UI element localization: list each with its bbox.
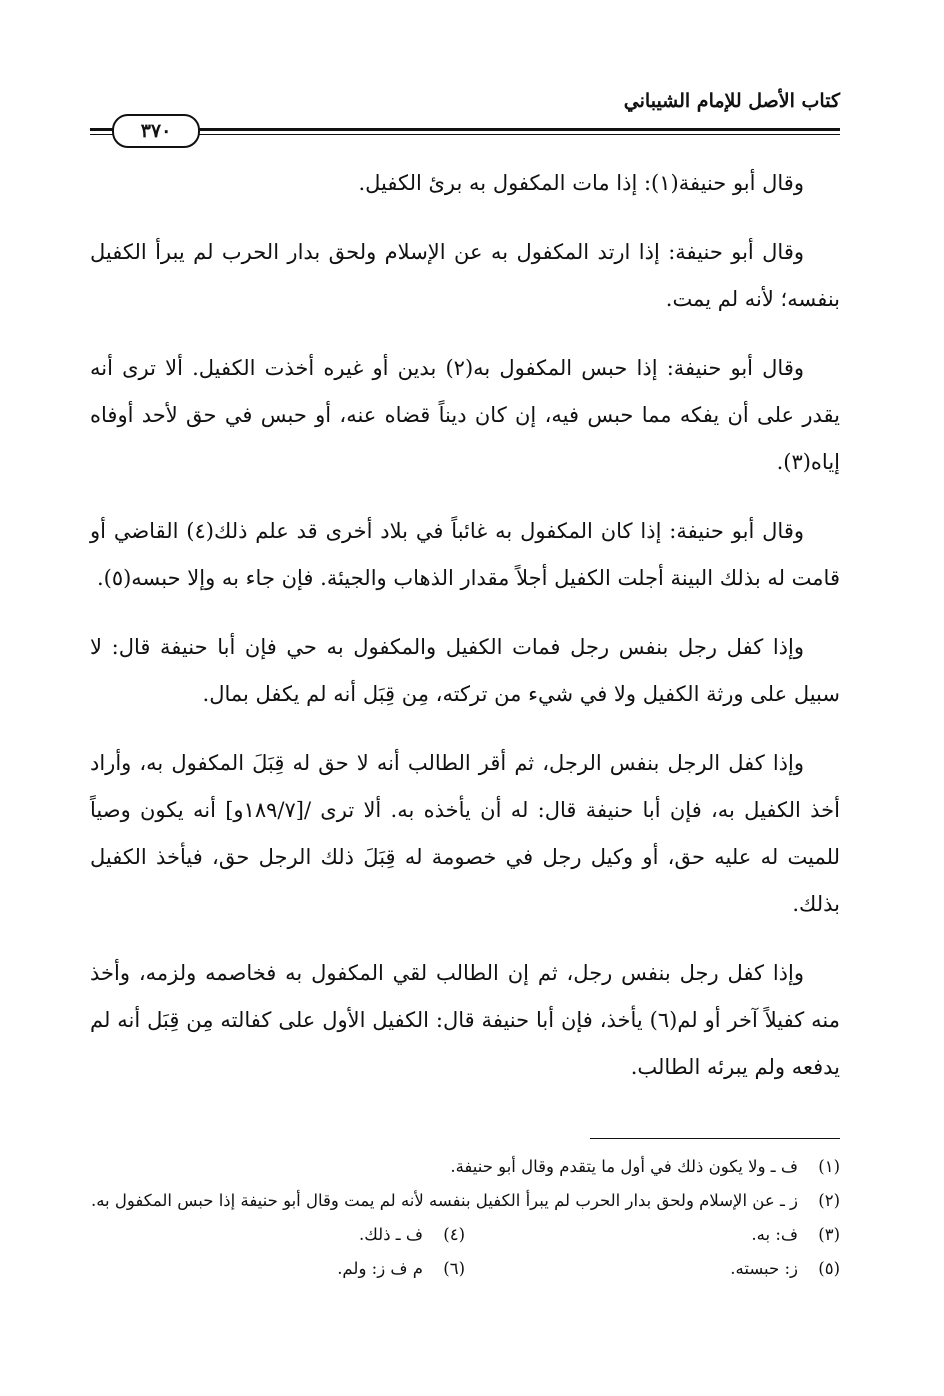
footnote-text: م ف ز: ولم. <box>337 1259 423 1278</box>
footnote-number: (٥) <box>818 1259 840 1278</box>
paragraph: وإذا كفل رجل بنفس رجل، ثم إن الطالب لقي المكفول به فخاصمه ولزمه، وأخذ منه كفيلاً آخر أو لم(٦) يأخذ، فإن أبا حنيفة قال: الكفيل الأول على كفالته مِن قِبَل أنه لم يدفعه ولم يبرئه الطالب. <box>90 961 840 1079</box>
paragraph: وقال أبو حنيفة: إذا ارتد المكفول به عن الإسلام ولحق بدار الحرب لم يبرأ الكفيل بنفسه؛ لأنه لم يمت. <box>90 240 840 311</box>
footnotes <box>90 1150 840 1286</box>
footnote-2 <box>90 1184 840 1218</box>
footnote-number: (٤) <box>443 1225 465 1244</box>
footnote-separator <box>590 1138 840 1139</box>
paragraph: وإذا كفل رجل بنفس رجل فمات الكفيل والمكفول به حي فإن أبا حنيفة قال: لا سبيل على ورثة الكفيل ولا في شيء من تركته، مِن قِبَل أنه لم يكفل بمال. <box>90 635 840 706</box>
footnote-5 <box>465 1252 840 1286</box>
footnote-text: ف ـ ذلك. <box>359 1225 423 1244</box>
footnote-1 <box>90 1150 840 1184</box>
page-number: ٣٧٠ <box>112 114 200 148</box>
paragraph: وقال أبو حنيفة(١): إذا مات المكفول به برئ الكفيل. <box>358 171 804 195</box>
book-title: كتاب الأصل للإمام الشيباني <box>623 90 840 112</box>
footnote-row <box>90 1218 840 1252</box>
footnote-4 <box>90 1218 465 1252</box>
footnote-text: ز ـ عن الإسلام ولحق بدار الحرب لم يبرأ الكفيل بنفسه لأنه لم يمت وقال أبو حنيفة إذا حبس المكفول به. <box>90 1191 798 1210</box>
footnote-number: (٣) <box>818 1225 840 1244</box>
paragraph: وقال أبو حنيفة: إذا كان المكفول به غائباً في بلاد أخرى قد علم ذلك(٤) القاضي أو قامت له بذلك البينة أجلت الكفيل أجلاً مقدار الذهاب والجيئة. فإن جاء به وإلا حبسه(٥). <box>90 519 840 590</box>
footnote-text: ف: به. <box>751 1225 798 1244</box>
footnote-number: (٢) <box>818 1191 840 1210</box>
paragraph: وإذا كفل الرجل بنفس الرجل، ثم أقر الطالب أنه لا حق له قِبَلَ المكفول به، وأراد أخذ الكفيل به، فإن أبا حنيفة قال: له أن يأخذه به. ألا ترى /[١٨٩/٧و] أنه يكون وصياً للميت له عليه حق، أو وكيل رجل في خصومة له قِبَلَ ذلك الرجل حق، فيأخذ الكفيل بذلك. <box>90 751 840 916</box>
footnote-text: ف ـ ولا يكون ذلك في أول ما يتقدم وقال أبو حنيفة. <box>450 1157 798 1176</box>
paragraph: وقال أبو حنيفة: إذا حبس المكفول به(٢) بدين أو غيره أخذت الكفيل. ألا ترى أنه يقدر على أن يفكه مما حبس فيه، إن كان ديناً قضاه عنه، أو حبس في حق لأحد أوفاه إياه(٣). <box>90 356 840 474</box>
footnote-row <box>90 1252 840 1286</box>
footnote-3 <box>465 1218 840 1252</box>
footnote-6 <box>90 1252 465 1286</box>
footnote-number: (٦) <box>443 1259 465 1278</box>
page-header <box>90 84 840 154</box>
footnote-text: ز: حبسته. <box>730 1259 798 1278</box>
main-text <box>90 160 840 1113</box>
footnote-number: (١) <box>818 1157 840 1176</box>
header-rule-thin <box>90 134 840 135</box>
header-rule-thick <box>90 128 840 131</box>
